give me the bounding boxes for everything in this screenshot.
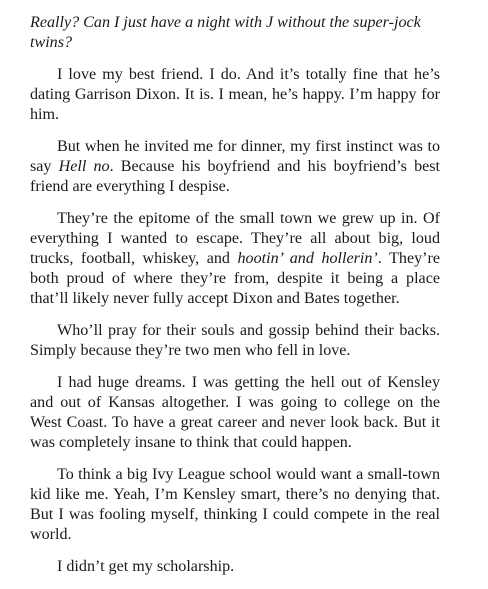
paragraph-4 <box>30 209 440 309</box>
paragraph-2 <box>30 65 440 125</box>
paragraph-5 <box>30 321 440 361</box>
paragraph-6 <box>30 373 440 453</box>
paragraph-7-text: To think a big Ivy League school would want a small-town kid like me. Yeah, I’m Kensley smart, there’s no denying that. But I was fooling myself, thinking I could compete in the real world. <box>30 466 440 543</box>
paragraph-3 <box>30 137 440 197</box>
paragraph-8 <box>30 557 440 577</box>
paragraph-8-text: I didn’t get my scholarship. <box>57 558 235 575</box>
paragraph-3-text-a: But when he invited me for dinner, my first instinct was to say <box>30 138 440 175</box>
paragraph-4-emphasis: hootin’ and hollerin’ <box>237 250 378 267</box>
paragraph-4-text-b: . They’re both proud of where they’re from, despite it being a place that’ll likely never fully accept Dixon and Bates together. <box>30 250 440 307</box>
paragraph-1-text: Really? Can I just have a night with J without the super-jock twins? <box>30 14 421 51</box>
paragraph-5-text: Who’ll pray for their souls and gossip behind their backs. Simply because they’re two men who fell in love. <box>30 322 440 359</box>
paragraph-7 <box>30 465 440 545</box>
paragraph-3-emphasis: Hell no <box>58 158 110 175</box>
paragraph-3-text-b: . Because his boyfriend and his boyfriend’s best friend are everything I despise. <box>30 158 440 195</box>
paragraph-6-text: I had huge dreams. I was getting the hell out of Kensley and out of Kansas altogether. I was going to college on the West Coast. To have a great career and never look back. But it was completely insane to think that could happen. <box>30 374 440 451</box>
paragraph-4-text-a: They’re the epitome of the small town we grew up in. Of everything I wanted to escape. They’re all about big, loud trucks, football, whiskey, and <box>30 210 440 267</box>
book-page <box>30 13 440 589</box>
paragraph-1 <box>30 13 440 53</box>
paragraph-2-text: I love my best friend. I do. And it’s totally fine that he’s dating Garrison Dixon. It is. I mean, he’s happy. I’m happy for him. <box>30 66 440 123</box>
